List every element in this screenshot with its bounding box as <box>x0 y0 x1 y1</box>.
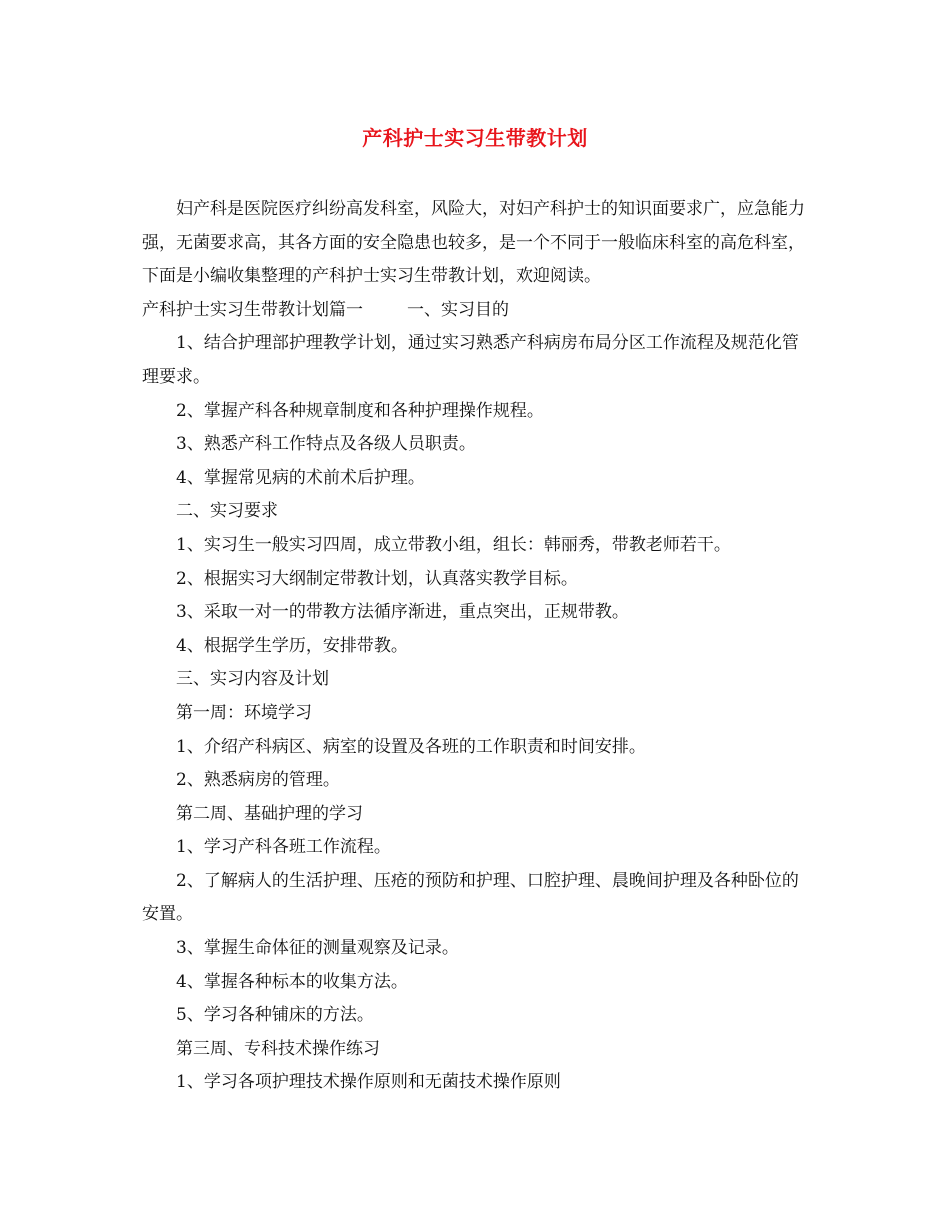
part-heading: 产科护士实习生带教计划篇一 <box>142 299 363 320</box>
paragraph-line: 1、结合护理部护理教学计划，通过实习熟悉产科病房布局分区工作流程及规范化管理要求。 <box>142 333 799 387</box>
document-body <box>142 193 814 1100</box>
paragraph-line: 2、掌握产科各种规章制度和各种护理操作规程。 <box>176 400 544 421</box>
week-heading: 第一周：环境学习 <box>176 702 312 723</box>
document-title: 产科护士实习生带教计划 <box>362 126 588 150</box>
paragraph-line: 1、学习各项护理技术操作原则和无菌技术操作原则 <box>176 1072 561 1093</box>
paragraph-line: 3、采取一对一的带教方法循序渐进，重点突出，正规带教。 <box>176 602 629 623</box>
paragraph-line: 4、掌握各种标本的收集方法。 <box>176 971 408 992</box>
paragraph-line: 3、掌握生命体征的测量观察及记录。 <box>176 938 459 959</box>
paragraph-line: 1、介绍产科病区、病室的设置及各班的工作职责和时间安排。 <box>176 736 646 757</box>
paragraph-line: 1、实习生一般实习四周，成立带教小组，组长：韩丽秀，带教老师若干。 <box>176 534 731 555</box>
section-heading-objectives: 一、实习目的 <box>407 299 509 320</box>
paragraph-line: 3、熟悉产科工作特点及各级人员职责。 <box>176 434 476 455</box>
paragraph-line: 2、根据实习大纲制定带教计划，认真落实教学目标。 <box>176 568 578 589</box>
paragraph-line: 5、学习各种铺床的方法。 <box>176 1005 374 1026</box>
paragraph-line: 1、学习产科各班工作流程。 <box>176 837 391 858</box>
section-heading: 三、实习内容及计划 <box>176 669 329 690</box>
paragraph-line: 4、掌握常见病的术前术后护理。 <box>176 467 425 488</box>
paragraph-line: 2、了解病人的生活护理、压疮的预防和护理、口腔护理、晨晚间护理及各种卧位的安置。 <box>142 870 799 925</box>
paragraph-line: 4、根据学生学历，安排带教。 <box>176 635 408 656</box>
part-heading-line <box>142 294 814 328</box>
week-heading: 第二周、基础护理的学习 <box>176 803 363 824</box>
week-heading: 第三周、专科技术操作练习 <box>176 1038 380 1059</box>
intro-paragraph: 妇产科是医院医疗纠纷高发科室，风险大，对妇产科护士的知识面要求广，应急能力强，无菌要求高，其各方面的安全隐患也较多，是一个不同于一般临床科室的高危科室，下面是小编收集整理的产科护士实习生带教计划，欢迎阅读。 <box>142 199 805 287</box>
paragraph-line: 2、熟悉病房的管理。 <box>176 770 340 791</box>
section-heading: 二、实习要求 <box>176 501 278 522</box>
